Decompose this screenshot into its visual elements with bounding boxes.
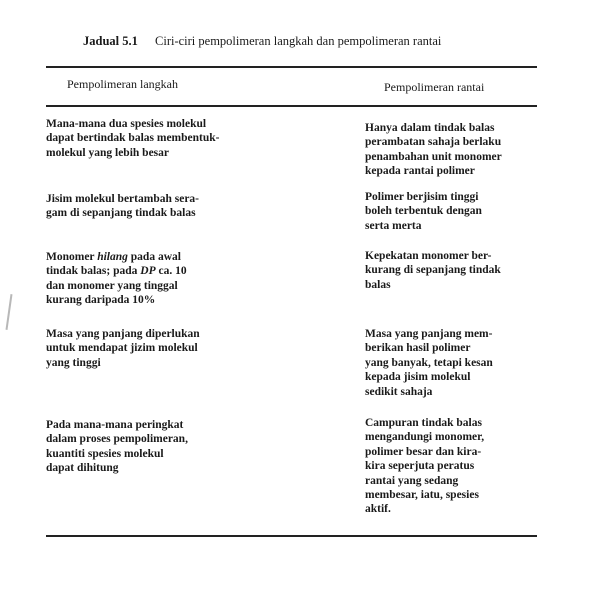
row-4-step-cell: Masa yang panjang diperlukan untuk mendapat jizim molekul yang tinggi	[46, 328, 200, 369]
row-3-text-b: pada awal tindak balas; pada	[46, 251, 181, 278]
row-3-text-c: ca. 10 dan monomer yang tinggal kurang daripada 10%	[46, 265, 187, 307]
row-1-chain-cell: Hanya dalam tindak balas perambatan sahaja berlaku penambahan unit monomer kepada rantai polimer	[365, 122, 502, 178]
row-2-step-cell: Jisim molekul bertambah sera- gam di sepanjang tindak balas	[46, 193, 200, 220]
row-3-chain-cell: Kepekatan monomer ber- kurang di sepanjang tindak balas	[365, 250, 501, 291]
top-rule	[46, 66, 537, 68]
row-3-italic-dp: DP	[140, 265, 156, 278]
column-header-step-polymerization: Pempolimeran langkah	[67, 77, 178, 91]
table-number: Jadual 5.1	[83, 34, 138, 48]
row-3-text-a: Monomer	[46, 251, 98, 263]
row-5-chain-cell: Campuran tindak balas mengandungi monomer, polimer besar dan kira- kira seperjuta peratus rantai yang sedang membesar, iatu, spesies aktif.	[365, 417, 485, 516]
row-2-chain-cell: Polimer berjisim tinggi boleh terbentuk dengan serta merta	[365, 191, 482, 232]
row-5-step-cell: Pada mana-mana peringkat dalam proses pempolimeran, kuantiti spesies molekul dapat dihitung	[46, 419, 188, 475]
header-rule	[46, 105, 537, 107]
row-3-step-cell	[46, 250, 271, 308]
bottom-rule	[46, 535, 537, 537]
table-title: Ciri-ciri pempolimeran langkah dan pempolimeran rantai	[155, 34, 442, 48]
row-1-step-cell: Mana-mana dua spesies molekul dapat bertindak balas membentuk- molekul yang lebih besar	[46, 118, 220, 159]
table-caption	[83, 34, 441, 49]
row-4-chain-cell: Masa yang panjang mem- berikan hasil polimer yang banyak, tetapi kesan kepada jisim molekul sedikit sahaja	[365, 328, 493, 398]
scan-mark	[6, 294, 13, 330]
row-3-italic-hilang: hilang	[97, 251, 128, 263]
column-header-chain-polymerization: Pempolimeran rantai	[384, 80, 485, 94]
